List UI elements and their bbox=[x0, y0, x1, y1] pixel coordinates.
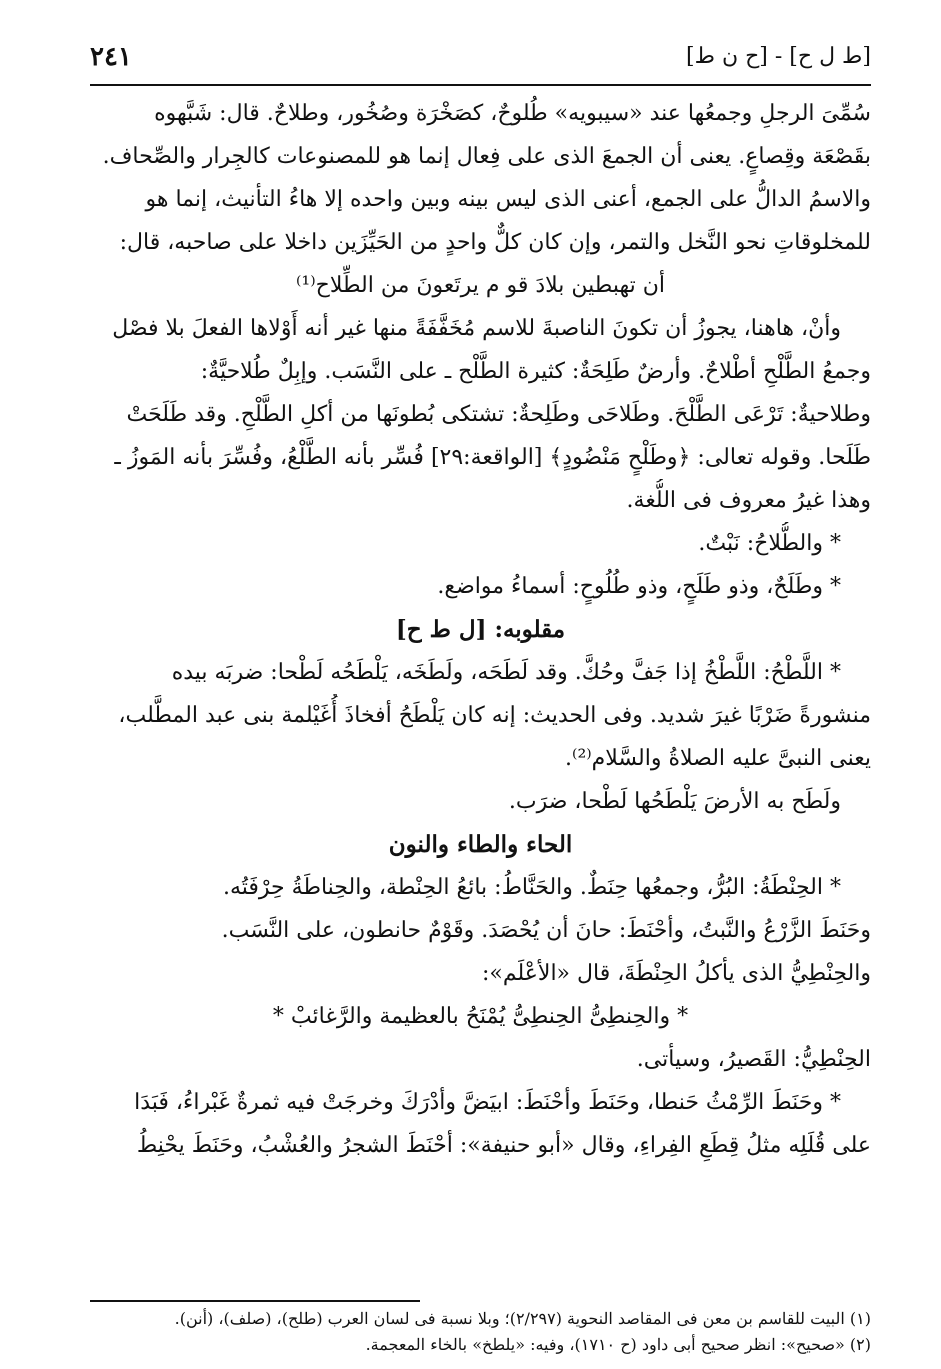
poetry-verse: أن تهبطين بلادَ قو م يرتَعونَ من الطِّلاح⁽¹⁾ bbox=[296, 273, 665, 298]
text-line: ولَطَح به الأرضَ يَلْطَحُها لَطْحا، ضرَب. bbox=[508, 789, 841, 814]
text-line: منشورةً ضَرْبًا غيرَ شديد. وفى الحديث: إنه كان يَلْطَحُ أفخاذَ أُغَيْلمة بنى عبد المطَّلب، bbox=[118, 703, 871, 728]
text-line: الحِنْطِيُّ: القَصيرُ، وسيأتى. bbox=[636, 1047, 871, 1072]
text-line: يعنى النبىَّ عليه الصلاةُ والسَّلام⁽²⁾. bbox=[565, 746, 871, 771]
footnote-1: (١) البيت للقاسم بن معن فى المقاصد النحوية (٢/٢٩٧)؛ وبلا نسبة فى لسان العرب (طلح)، (صلف)، (أنن). bbox=[174, 1309, 871, 1328]
text-line: وحَنَطَ الزَّرْعُ والنَّبتُ، وأحْنَطَ: حانَ أن يُحْصَدَ. وقَوْمٌ حانطون، على النَّسَب. bbox=[221, 918, 871, 943]
text-line: على قُلَلِه مثلُ قِطَعِ الفِراءِ، وقال «أبو حنيفة»: أحْنَطَ الشجرُ والعُشْبُ، وحَنَطَ يحْنِطُ bbox=[136, 1133, 871, 1158]
root-label: [ط ل ح] - [ح ن ط] bbox=[686, 44, 871, 69]
header-rule bbox=[90, 84, 871, 86]
text-line: والحِنْطِيُّ الذى يأكلُ الحِنْطَةَ، قال «الأعْلَم»: bbox=[481, 961, 871, 986]
entry-line: * وطَلَحٌ، وذو طَلَحٍ، وذو طُلُوحٍ: أسماءُ مواضع. bbox=[437, 574, 841, 599]
section-heading: الحاء والطاء والنون bbox=[388, 831, 573, 858]
text-line: سُمِّىَ الرجلِ وجمعُها عند «سيبويه» طُلوحٌ، كصَخْرَة وصُخُور، وطلاحٌ. قال: شَبَّهوه bbox=[154, 101, 871, 126]
section-heading: مقلوبه: [ل ط ح] bbox=[395, 616, 566, 643]
text-line: والاسمُ الدالُّ على الجمع، أعنى الذى ليس بينه وبين واحده إلا هاءُ التأنيث، إنما هو bbox=[145, 187, 871, 212]
text-line: وأنْ، هاهنا، يجوزُ أن تكونَ الناصبةَ للاسم مُخَفَّفَةً منها غير أنه أَوْلاها الفعلَ بلا فصْل bbox=[112, 316, 841, 341]
page-header bbox=[90, 40, 871, 82]
page-number: ٢٤١ bbox=[90, 42, 132, 72]
text-line: وطلاحيةٌ: تَرْعَى الطَّلْحَ. وطَلاحَى وطَلِحةٌ: تشتكى بُطونَها من أكلِ الطَّلْحِ. وقد طَلَحَتْ bbox=[126, 402, 871, 427]
text-line: بقَصْعَة وقِصاعٍ. يعنى أن الجمعَ الذى على فِعال إنما هو للمصنوعات كالجِرار والصِّحاف. bbox=[102, 144, 871, 169]
entry-line: * اللَّطْحُ: اللَّطْخُ إذا جَفَّ وحُكَّ. وقد لَطَحَه، ولَطَخَه، يَلْطَحُه لَطْحا: ضربَه بيده bbox=[171, 660, 841, 685]
text-line: للمخلوقاتِ نحو النَّخل والتمر، وإن كان كلٌّ واحدٍ من الحَيِّزَين داخلا على صاحبه، قال: bbox=[119, 230, 871, 255]
text-line: طَلَحا. وقوله تعالى: ﴿وطَلْحٍ مَنْضُودٍ﴾ [الواقعة:٢٩] فُسِّر بأنه الطَّلْعُ، وفُسِّرَ بأنه المَوزُ ـ bbox=[114, 445, 871, 470]
entry-line: * والطُّلاحُ: نَبْتٌ. bbox=[698, 531, 841, 556]
body-text bbox=[90, 92, 871, 1167]
poetry-verse: * والحِنطِىُّ الحِنطِىُّ يُمْنَحُ بالعظيمة والرَّغائبْ * bbox=[272, 1004, 689, 1029]
text-line: وهذا غيرُ معروف فى اللُّغة. bbox=[626, 488, 871, 513]
entry-line: * وحَنَطَ الرِّمْثُ حَنطا، وحَنَطَ وأحْنَطَ: ابيَضَّ وأدْرَكَ وخرجَتْ فيه ثمرةٌ غَبْراءُ، فَبَدَا bbox=[134, 1090, 841, 1115]
footnote-2: (٢) «صحيح»: انظر صحيح أبى داود (ح ١٧١٠)، وفيه: «يلطخ» بالخاء المعجمة. bbox=[365, 1335, 871, 1354]
text-line: وجمعُ الطَّلْحِ أطْلاحٌ. وأرضٌ طَلِحَةٌ: كثيرة الطَّلْح ـ على النَّسَب. وإبِلٌ طُلاحيَّةٌ: bbox=[200, 359, 871, 384]
entry-line: * الحِنْطَةُ: البُرُّ، وجمعُها حِنَطٌ. والحَنَّاطُ: بائعُ الحِنْطة، والحِناطَةُ حِرْفَتُه. bbox=[222, 875, 841, 900]
footnote-rule bbox=[90, 1300, 420, 1302]
